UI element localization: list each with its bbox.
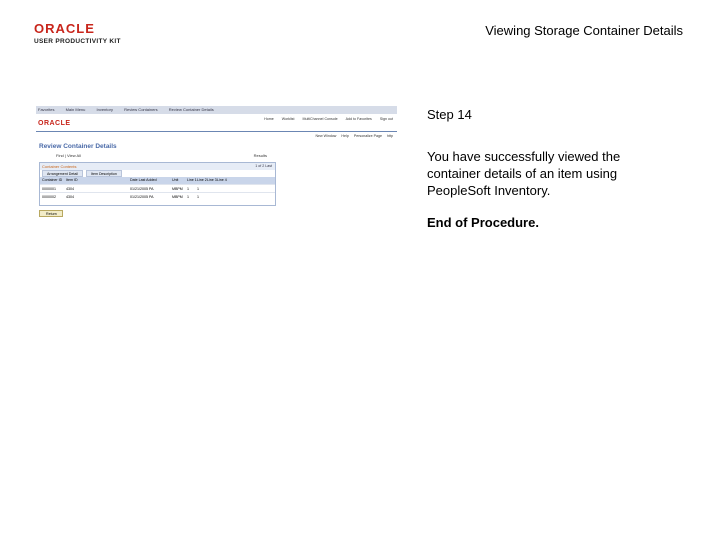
step-description: You have successfully viewed the container details of an item using PeopleSoft Inventory. (427, 149, 621, 198)
tab-item-description[interactable]: Item Description (86, 170, 122, 177)
cell: 0000001 (42, 187, 56, 191)
grid-pagination[interactable]: 1 of 2 Last (255, 164, 272, 168)
breadcrumb-nav (36, 106, 397, 114)
help-link[interactable]: Help (341, 134, 349, 138)
worklist-link[interactable]: Worklist (281, 117, 295, 121)
nav-item[interactable]: Main Menu (65, 107, 86, 112)
cell: 1 (187, 195, 189, 199)
column-header[interactable]: Item ID (66, 178, 78, 182)
grid-header-row (40, 177, 275, 184)
cell: MBPM (172, 195, 183, 199)
grid-tabs (40, 170, 275, 177)
column-header[interactable]: Date Last Added (130, 178, 157, 182)
sign-out-link[interactable]: Sign out (379, 117, 393, 121)
grid-title-bar (40, 163, 275, 170)
add-favorites-link[interactable]: Add to Favorites (345, 117, 372, 121)
column-header[interactable]: Line 3 (207, 178, 217, 182)
nav-item[interactable]: Favorites (38, 107, 55, 112)
home-link[interactable]: Home (264, 117, 274, 121)
personalize-link[interactable]: Personalize Page (353, 134, 382, 138)
cell: 1 (197, 195, 199, 199)
column-header[interactable]: Line 2 (197, 178, 207, 182)
column-header[interactable]: Line 1 (187, 178, 197, 182)
new-window-link[interactable]: New Window (315, 134, 337, 138)
grid-title: Container Contents (42, 164, 77, 169)
page-title: Viewing Storage Container Details (485, 23, 683, 38)
brand-row (36, 116, 397, 130)
column-header[interactable]: Unit (172, 178, 179, 182)
nav-item[interactable]: Inventory (96, 107, 113, 112)
oracle-upk-logo (34, 22, 144, 45)
utility-links (311, 134, 393, 138)
cell: MBPM (172, 187, 183, 191)
table-row (40, 184, 275, 192)
multichannel-link[interactable]: MultiChannel Console (302, 117, 338, 121)
nav-item[interactable]: Review Container Details (168, 107, 214, 112)
screenshot-page-heading: Review Container Details (39, 143, 117, 150)
return-button[interactable]: Return (39, 210, 63, 217)
logo-subtitle: USER PRODUCTIVITY KIT (34, 38, 121, 45)
nav-item[interactable]: Review Containers (124, 107, 158, 112)
cell: 1 (197, 187, 199, 191)
tab-arrangement-detail[interactable]: Arrangement Detail (42, 170, 83, 177)
cell: 4304 (66, 187, 74, 191)
header-links (257, 117, 393, 121)
http-link[interactable]: http (387, 134, 393, 138)
column-header[interactable]: Container ID (42, 178, 63, 182)
divider (36, 131, 397, 132)
oracle-logo: ORACLE (38, 120, 71, 127)
results-label: Results (253, 153, 267, 158)
cell: 4304 (66, 195, 74, 199)
cell: 1 (187, 187, 189, 191)
screenshot-thumbnail (36, 106, 397, 226)
cell: 0000002 (42, 195, 56, 199)
container-grid (39, 162, 276, 206)
column-header[interactable]: Line 4 (217, 178, 227, 182)
end-of-procedure: End of Procedure. (427, 215, 539, 230)
logo-wordmark: ORACLE (34, 21, 95, 36)
find-view-all[interactable]: Find | View All (56, 153, 81, 158)
cell: 01/21/2005 PA (130, 187, 154, 191)
table-row (40, 192, 275, 200)
step-label: Step 14 (427, 107, 472, 122)
cell: 01/21/2005 PA (130, 195, 154, 199)
